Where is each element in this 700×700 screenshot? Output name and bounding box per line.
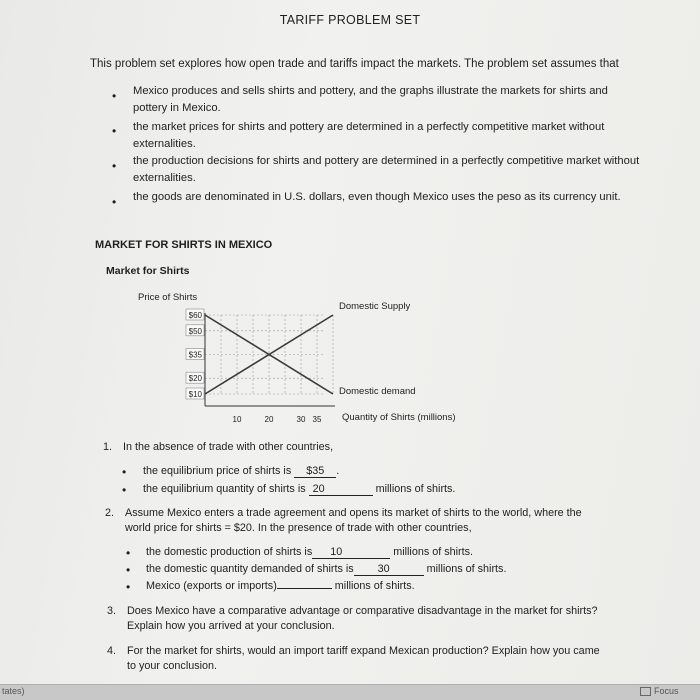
focus-button[interactable] [640,686,679,696]
bullet-icon: • [112,195,117,209]
q1-b1-prompt: the equilibrium price of shirts is [143,465,292,477]
chart-yticks [186,309,204,399]
q1-b1-suffix: . [336,465,340,477]
bullet-icon: • [126,546,131,560]
bottom-status-bar [0,684,700,700]
q1-b2-answer[interactable]: 20 [309,483,373,496]
bullet-icon: • [122,483,127,497]
q3-line1: Does Mexico have a comparative advantage or comparative disadvantage in the market for shirts? [127,605,598,617]
q1-number: 1. [103,441,113,453]
bullet-icon: • [112,159,117,173]
q2-b3-answer[interactable] [277,588,332,589]
chart-xticks [233,415,322,424]
assumption-item: the market prices for shirts and pottery are determined in a perfectly competitive market without externalities. [133,121,605,150]
q2-line2: world price for shirts = $20. In the presence of trade with other countries, [125,522,472,534]
q1-b2-suffix: millions of shirts. [375,483,456,495]
q2-b2-suffix: millions of shirts. [426,563,507,575]
bullet-icon: • [122,465,127,479]
y-tick-label: $35 [188,350,202,360]
q1-b1 [143,465,339,478]
supply-label: Domestic Supply [339,301,411,312]
q4-line1: For the market for shirts, would an import tariff expand Mexican production? Explain how you came [127,645,600,657]
chart-series-labels [339,301,416,397]
focus-icon [640,687,651,696]
bullet-icon: • [126,580,131,594]
q1-text: In the absence of trade with other countries, [123,441,334,453]
q4-line2: to your conclusion. [127,660,218,672]
x-tick-label: 30 [296,415,306,424]
q2-b1-prompt: the domestic production of shirts is [146,546,313,558]
assumption-item: the goods are denominated in U.S. dollars, even though Mexico uses the peso as its currency unit. [133,191,621,203]
q2-b1-answer[interactable]: 10 [312,546,390,559]
chart-xlabel: Quantity of Shirts (millions) [342,412,456,423]
page-title: TARIFF PROBLEM SET [279,13,421,27]
assumption-item: the production decisions for shirts and pottery are determined in a perfectly competitive market without externalities. [133,155,640,184]
bullet-icon: • [112,124,117,138]
subsection-heading: Market for Shirts [106,265,190,277]
demand-label: Domestic demand [339,386,416,397]
x-tick-label: 10 [232,415,242,424]
assumption-item: Mexico produces and sells shirts and pottery, and the graphs illustrate the markets for shirts and pottery in Mexico. [133,85,608,114]
q4-number: 4. [107,645,117,657]
q2-b2-prompt: the domestic quantity demanded of shirts is [146,563,354,575]
focus-label: Focus [654,686,679,696]
q2-number: 2. [105,507,115,519]
y-tick-label: $20 [188,374,202,384]
x-tick-label: 20 [264,415,274,424]
q2-b2 [146,563,506,576]
intro-text: This problem set explores how open trade and tariffs impact the markets. The problem set assumes that [90,58,619,70]
status-left-text: tates) [2,686,25,696]
q2-b3 [146,580,415,592]
q2-b1-suffix: millions of shirts. [393,546,474,558]
q2-b3-prompt: Mexico (exports or imports) [146,580,277,592]
q2-line1: Assume Mexico enters a trade agreement and opens its market of shirts to the world, where the [125,507,582,519]
bullet-icon: • [112,89,117,103]
bullet-icon: • [126,563,131,577]
q3-line2: Explain how you arrived at your conclusion. [127,620,335,632]
q2-b1 [146,546,473,559]
q2-b2-answer[interactable]: 30 [354,563,424,576]
q1-b2-prompt: the equilibrium quantity of shirts is [143,483,306,495]
q1-b2 [143,483,455,496]
q3-number: 3. [107,605,117,617]
q2-b3-suffix: millions of shirts. [334,580,415,592]
y-tick-label: $50 [188,326,202,336]
y-tick-label: $60 [188,311,202,320]
chart-ylabel: Price of Shirts [138,292,198,303]
y-tick-label: $10 [188,390,202,399]
section-heading: MARKET FOR SHIRTS IN MEXICO [95,239,273,251]
q1-b1-answer[interactable]: $35 [294,465,336,478]
x-tick-label: 35 [312,415,322,424]
